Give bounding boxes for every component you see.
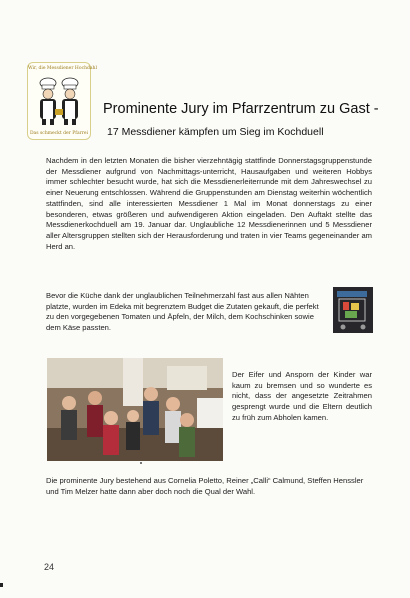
page-number: 24: [44, 562, 55, 572]
scan-edge-mark: [0, 583, 3, 587]
paragraph-jury: Die prominente Jury bestehend aus Cornelia Poletto, Reiner „Calli“ Calmund, Steffen Henssler und Tim Melzer hatte dann aber doch noch die Qual der Wahl.: [46, 476, 364, 496]
photo-kitchen-group: [47, 358, 223, 461]
paragraph-intro: Nachdem in den letzten Monaten die bisher vierzehntägig stattfinde Donnerstagsgruppenstunde der Messdiener aufgrund von Nachmittags-unterricht, Hausaufgaben und weiteren Hobbys immer schlechter besucht wurde, hat sich die Messdienerleiterrunde mit dem Jahreswechsel zu einer Neuerung entschlossen. Während die Gruppenstunden am Dienstag weiterhin wöchentlich stattfinden, sind alle interessierten Messdiener 1 Mal im Monat donnerstags zu einer besonderen, etwas größeren und aufwendigeren Aktion eingeladen. Den Auftakt stellte das Messdienerkochduell am 19. Januar dar. Unglaubliche 12 Messdienerinnen und 5 Messdiener aller Altersgruppen stellten sich der Herausforderung und traten in vier Teams gegeneinander am Herd an.: [46, 156, 372, 251]
messdiener-logo: [27, 62, 97, 140]
paragraph-eagerness: Der Eifer und Ansporn der Kinder war kaum zu bremsen und so wunderte es nicht, dass der angesetzte Zeitrahmen gesprengt wurde und die Eltern deutlich zu früh zum Abholen kamen.: [232, 370, 372, 422]
article-subtitle: 17 Messdiener kämpfen um Sieg im Kochduell: [107, 126, 324, 138]
article-title: Prominente Jury im Pfarrzentrum zu Gast -: [103, 101, 379, 117]
logo-bottom-text: Das schmeckt der Pfarrei: [29, 131, 89, 136]
photo-shopping-cart: [333, 287, 373, 333]
paragraph-shopping: Bevor die Küche dank der unglaublichen Teilnehmerzahl fast aus allen Nähten platzte, wurden im Edeka mit begrenztem Budget die Zutaten gekauft, die perfekt zu den vorgegebenen Tomaten und Äpfeln, der Milch, dem Kochschinken sowie dem Käse passten.: [46, 291, 319, 333]
logo-top-text: Wir, die Messdiener Hochdahl: [28, 66, 97, 71]
decorative-dot: [140, 462, 142, 464]
chef-figures-illustration: [28, 63, 97, 139]
